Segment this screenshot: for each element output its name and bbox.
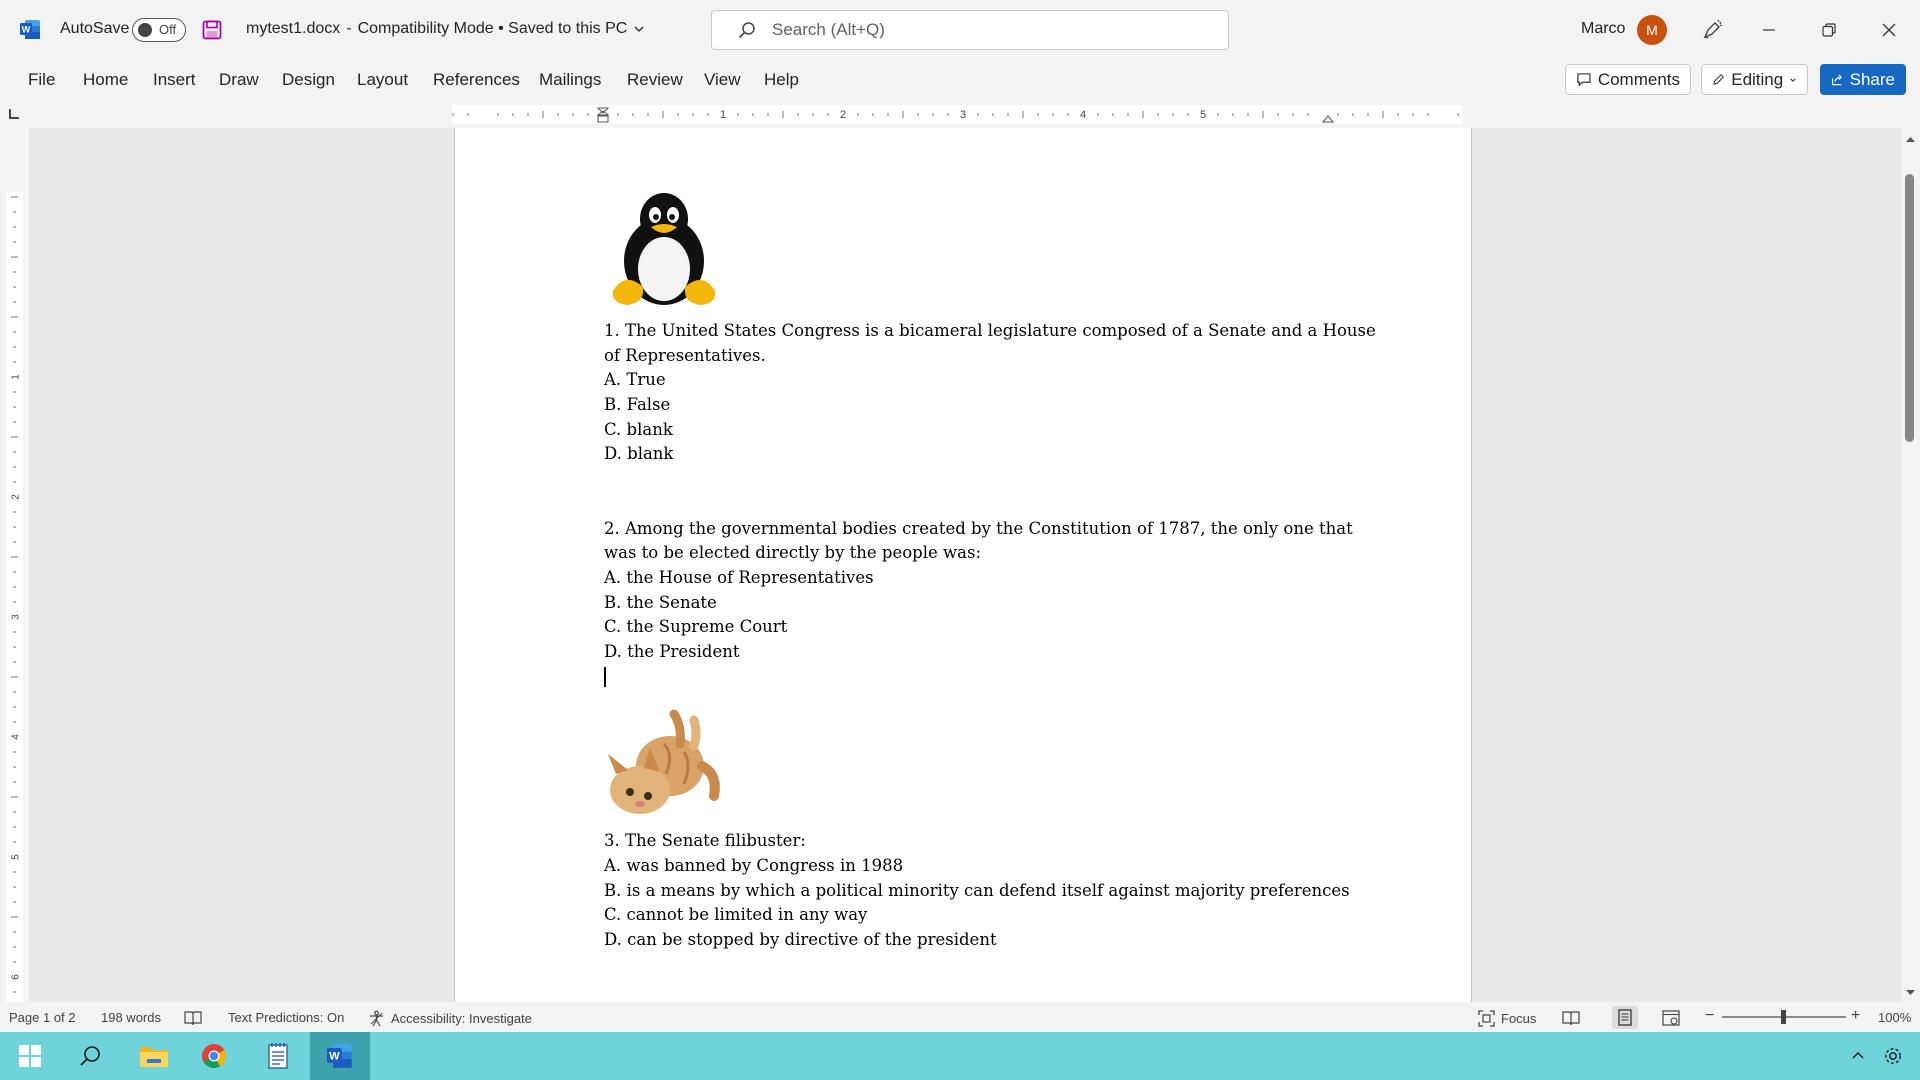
tab-draw[interactable]: Draw xyxy=(219,70,259,89)
page-count[interactable]: Page 1 of 2 xyxy=(9,1010,76,1025)
tab-selector[interactable] xyxy=(9,109,19,119)
horizontal-ruler[interactable] xyxy=(0,101,1920,128)
editing-mode-button[interactable] xyxy=(1701,64,1808,95)
book-check-icon xyxy=(184,1010,202,1026)
gear-icon xyxy=(1883,1046,1903,1066)
taskbar xyxy=(0,1032,1920,1080)
tab-design[interactable]: Design xyxy=(282,70,335,89)
avatar[interactable]: M xyxy=(1637,15,1667,45)
minimize-icon xyxy=(1762,23,1776,37)
ruler-number: 6 xyxy=(10,974,22,980)
ruler-number: 2 xyxy=(10,494,22,500)
read-mode-button[interactable] xyxy=(1562,1010,1580,1026)
taskbar-search-button[interactable] xyxy=(60,1032,120,1080)
autosave-toggle[interactable] xyxy=(132,18,186,42)
search-placeholder: Search (Alt+Q) xyxy=(772,20,885,39)
ruler-number: 4 xyxy=(10,734,22,740)
user-name[interactable]: Marco xyxy=(1581,20,1626,37)
kitten-picture xyxy=(604,704,726,826)
indent-marker[interactable] xyxy=(598,108,608,122)
chrome-icon xyxy=(201,1043,227,1069)
read-mode-icon xyxy=(1562,1010,1580,1026)
ruler-strip xyxy=(452,105,1462,124)
tab-references[interactable]: References xyxy=(433,70,520,89)
ruler-number: 1 xyxy=(719,109,727,121)
question-3-option-c: C. cannot be limited in any way xyxy=(604,905,868,925)
ruler-number: 3 xyxy=(10,614,22,620)
word-taskbar-button[interactable] xyxy=(310,1032,370,1080)
comments-label: Comments xyxy=(1597,69,1680,89)
search-icon xyxy=(738,21,756,39)
question-2-option-c: C. the Supreme Court xyxy=(604,617,788,637)
ruler-number: 5 xyxy=(10,854,22,860)
tab-review[interactable]: Review xyxy=(627,70,683,89)
save-icon[interactable] xyxy=(202,20,222,40)
print-layout-icon xyxy=(1618,1009,1632,1026)
comments-button[interactable] xyxy=(1565,64,1691,95)
text-cursor xyxy=(604,667,606,687)
focus-label: Focus xyxy=(1501,1011,1537,1026)
zoom-out-button[interactable]: − xyxy=(1705,1007,1715,1024)
right-indent-marker[interactable] xyxy=(1323,116,1333,122)
question-2-text-line-1: 2. Among the governmental bodies created by the Constitution of 1787, the only one that xyxy=(604,518,1353,538)
accessibility-label: Accessibility: Investigate xyxy=(391,1011,532,1026)
notepad-button[interactable] xyxy=(248,1032,308,1080)
penguin-picture xyxy=(605,191,723,309)
settings-button[interactable] xyxy=(1866,1032,1920,1080)
share-icon xyxy=(1831,72,1844,88)
word-icon xyxy=(327,1043,353,1069)
question-3-option-a: A. was banned by Congress in 1988 xyxy=(604,856,904,875)
question-1-text-line-2: of Representatives. xyxy=(604,345,766,365)
file-name: mytest1.docx xyxy=(246,20,341,37)
text-predictions-status[interactable]: Text Predictions: On xyxy=(228,1010,345,1025)
focus-button[interactable] xyxy=(1478,1010,1536,1027)
question-1-option-c: C. blank xyxy=(604,419,673,439)
tab-layout[interactable]: Layout xyxy=(357,70,409,89)
search-icon xyxy=(79,1045,101,1067)
word-count[interactable]: 198 words xyxy=(101,1010,161,1025)
penguin-image[interactable] xyxy=(604,191,1324,319)
proofing-button[interactable] xyxy=(184,1010,202,1026)
file-explorer-icon xyxy=(139,1043,169,1069)
share-label: Share xyxy=(1849,69,1895,89)
tab-view[interactable]: View xyxy=(704,70,741,89)
vertical-scrollbar[interactable] xyxy=(1901,128,1920,1002)
question-2-text-line-2: was to be elected directly by the people was: xyxy=(604,543,982,563)
question-2-option-d: D. the President xyxy=(604,641,740,661)
kitten-image[interactable] xyxy=(604,704,1324,829)
file-explorer-button[interactable] xyxy=(124,1032,184,1080)
vertical-ruler-ticks xyxy=(6,192,23,1002)
chrome-button[interactable] xyxy=(184,1032,244,1080)
scroll-down-icon[interactable] xyxy=(1901,986,1920,1000)
tab-insert[interactable]: Insert xyxy=(153,70,196,89)
title-separator: - xyxy=(346,20,352,37)
question-3-option-d: D. can be stopped by directive of the president xyxy=(604,930,997,950)
editing-label: Editing xyxy=(1731,69,1784,89)
search-box[interactable] xyxy=(711,10,1229,50)
document-page[interactable] xyxy=(454,128,1472,1002)
comment-icon xyxy=(1576,71,1592,88)
question-1-option-a: A. True xyxy=(604,370,666,390)
toggle-knob xyxy=(138,23,152,37)
question-2-option-a: A. the House of Representatives xyxy=(604,567,874,587)
question-1-option-b: B. False xyxy=(604,395,671,415)
tab-file[interactable]: File xyxy=(28,70,56,89)
focus-icon xyxy=(1478,1010,1495,1027)
ruler-number: 1 xyxy=(10,374,22,380)
vertical-ruler[interactable] xyxy=(0,128,29,1002)
zoom-in-button[interactable]: + xyxy=(1851,1007,1861,1024)
svg-text:W: W xyxy=(21,24,31,35)
zoom-slider-thumb[interactable] xyxy=(1781,1010,1786,1024)
print-layout-button[interactable] xyxy=(1612,1006,1638,1029)
accessibility-icon xyxy=(368,1010,385,1027)
start-button[interactable] xyxy=(0,1032,60,1080)
close-button[interactable] xyxy=(1859,0,1919,59)
tab-mailings[interactable]: Mailings xyxy=(539,70,602,89)
svg-text:W: W xyxy=(329,1050,340,1063)
status-bar xyxy=(0,1002,1920,1032)
tab-home[interactable]: Home xyxy=(83,70,129,89)
pencil-icon xyxy=(1712,71,1725,88)
title-bar xyxy=(0,0,1920,59)
notepad-icon xyxy=(267,1043,289,1069)
document-title[interactable] xyxy=(246,20,645,38)
question-3-option-b: B. is a means by which a political minority can defend itself against majority preferences xyxy=(604,880,1350,900)
question-1-option-d: D. blank xyxy=(604,444,674,464)
autosave-label: AutoSave xyxy=(60,20,130,37)
ruler-number: 5 xyxy=(1199,109,1207,121)
restore-button[interactable] xyxy=(1799,0,1859,59)
restore-icon xyxy=(1822,23,1836,37)
question-3-text-line-1: 3. The Senate filibuster: xyxy=(604,831,806,851)
chevron-down-icon xyxy=(633,23,645,35)
question-1-text-line-1: 1. The United States Congress is a bicameral legislature composed of a Senate and a House xyxy=(604,321,1376,340)
web-layout-icon xyxy=(1662,1010,1680,1027)
scrollbar-thumb[interactable] xyxy=(1905,174,1914,442)
document-canvas xyxy=(29,128,1901,1002)
scroll-up-icon[interactable] xyxy=(1901,132,1920,146)
chevron-down-icon xyxy=(1789,75,1797,85)
word-icon[interactable] xyxy=(20,19,41,40)
zoom-slider[interactable] xyxy=(1722,1016,1846,1018)
document-body[interactable] xyxy=(604,128,1376,953)
ruler-ticks xyxy=(452,105,1462,124)
pen-icon[interactable] xyxy=(1700,18,1724,42)
ruler-number: 3 xyxy=(959,109,967,121)
ruler-number: 4 xyxy=(1079,109,1087,121)
file-status: Compatibility Mode • Saved to this PC xyxy=(357,20,628,37)
start-icon xyxy=(19,1045,41,1067)
ribbon-tabs xyxy=(0,59,1920,101)
share-button[interactable] xyxy=(1820,64,1906,95)
accessibility-button[interactable] xyxy=(368,1010,532,1027)
minimize-button[interactable] xyxy=(1739,0,1799,59)
ruler-number: 2 xyxy=(839,109,847,121)
vertical-ruler-strip xyxy=(6,192,23,1002)
web-layout-button[interactable] xyxy=(1662,1010,1680,1027)
zoom-level[interactable]: 100% xyxy=(1878,1010,1912,1025)
close-icon xyxy=(1882,23,1896,37)
question-2-option-b: B. the Senate xyxy=(604,592,717,612)
chevron-up-icon xyxy=(1850,1048,1866,1064)
tab-help[interactable]: Help xyxy=(764,70,799,89)
autosave-state: Off xyxy=(159,22,177,37)
